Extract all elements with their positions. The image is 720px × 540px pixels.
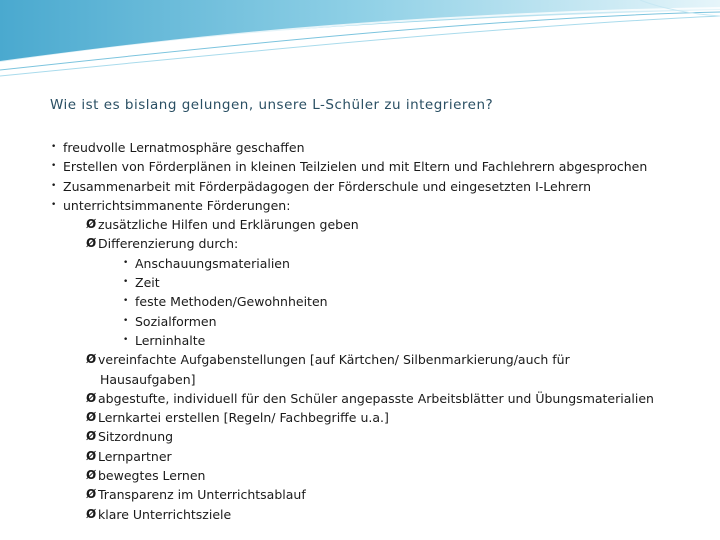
sub-sub-list-item: • Anschauungsmaterialien bbox=[48, 254, 708, 273]
sub-list-item: Ø Lernpartner bbox=[48, 447, 708, 466]
sub-list-item: Ø klare Unterrichtsziele bbox=[48, 505, 708, 524]
list-item: • Erstellen von Förderplänen in kleinen Teilzielen und mit Eltern und Fachlehrern abgesprochen bbox=[48, 157, 708, 176]
arrow-bullet-icon: Ø bbox=[86, 506, 97, 521]
slide-title: Wie ist es bislang gelungen, unsere L-Schüler zu integrieren? bbox=[50, 97, 494, 113]
bullet-icon: • bbox=[51, 142, 57, 152]
sub-list-item: Ø abgestufte, individuell für den Schüler angepasste Arbeitsblätter und Übungsmaterialien bbox=[48, 389, 708, 408]
list-item: • Zusammenarbeit mit Förderpädagogen der Förderschule und eingesetzten I-Lehrern bbox=[48, 177, 708, 196]
sub-sub-list-item: • Sozialformen bbox=[48, 312, 708, 331]
list-item: • freudvolle Lernatmosphäre geschaffen bbox=[48, 138, 708, 157]
bullet-list bbox=[48, 138, 708, 524]
arrow-bullet-icon: Ø bbox=[86, 448, 97, 463]
sub-sub-list-item: • feste Methoden/Gewohnheiten bbox=[48, 292, 708, 311]
sub-list-item bbox=[48, 350, 708, 389]
bullet-icon: • bbox=[51, 180, 57, 191]
list-item: • unterrichtsimmanente Förderungen: bbox=[48, 196, 708, 215]
sub-list-item: Ø Sitzordnung bbox=[48, 427, 708, 446]
sub-item-continuation: Hausaufgaben] bbox=[100, 371, 196, 387]
bullet-icon: • bbox=[123, 277, 129, 288]
sub-list-item: Ø Differenzierung durch: bbox=[48, 234, 708, 253]
sub-list-item: Ø zusätzliche Hilfen und Erklärungen geben bbox=[48, 215, 708, 234]
arrow-bullet-icon: Ø bbox=[86, 217, 97, 232]
sub-sub-list-item: • Zeit bbox=[48, 273, 708, 292]
sub-list-item: Ø bewegtes Lernen bbox=[48, 466, 708, 485]
bullet-icon: • bbox=[51, 161, 57, 172]
sub-sub-list-item: • Lerninhalte bbox=[48, 331, 708, 350]
arrow-bullet-icon: Ø bbox=[86, 236, 97, 251]
bullet-icon: • bbox=[123, 315, 129, 326]
bullet-icon: • bbox=[51, 199, 57, 210]
arrow-bullet-icon: Ø bbox=[86, 429, 97, 444]
arrow-bullet-icon: Ø bbox=[86, 468, 97, 483]
bullet-icon: • bbox=[123, 296, 129, 307]
sub-item-line: vereinfachte Aufgabenstellungen [auf Kärtchen/ Silbenmarkierung/auch für bbox=[98, 352, 570, 368]
sub-list-item: Ø Transparenz im Unterrichtsablauf bbox=[48, 485, 708, 504]
arrow-bullet-icon: Ø bbox=[86, 410, 97, 425]
bullet-icon: • bbox=[123, 257, 129, 268]
bullet-icon: • bbox=[123, 334, 129, 345]
sub-list-item: Ø Lernkartei erstellen [Regeln/ Fachbegriffe u.a.] bbox=[48, 408, 708, 427]
arrow-bullet-icon: Ø bbox=[86, 352, 97, 367]
header-wave-decoration bbox=[0, 0, 720, 80]
arrow-bullet-icon: Ø bbox=[86, 390, 97, 405]
arrow-bullet-icon: Ø bbox=[86, 487, 97, 502]
